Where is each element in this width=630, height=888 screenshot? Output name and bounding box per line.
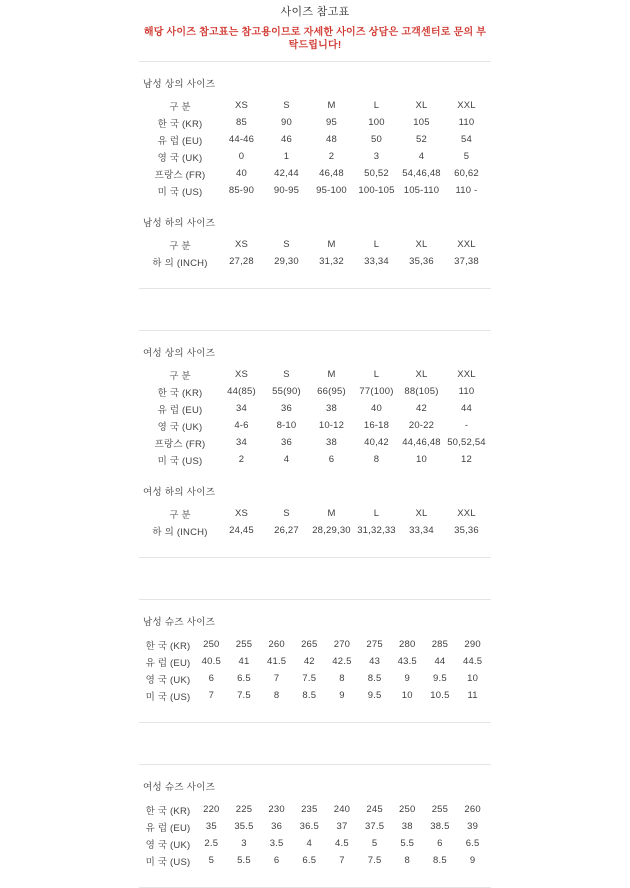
size-value: 9 [339, 690, 345, 701]
size-value: 40 [236, 168, 247, 179]
column-header: XL [415, 100, 428, 111]
section-title: 남성 상의 사이즈 [143, 79, 216, 90]
size-value: 88(105) [404, 386, 439, 397]
size-value: 44(85) [227, 386, 256, 397]
size-value: 250 [399, 804, 416, 815]
table-row [141, 417, 489, 434]
row-label: 한 국 (KR) [157, 387, 203, 399]
column-header-label: 구 분 [169, 509, 191, 521]
size-value: 38.5 [430, 821, 450, 832]
size-value: 60,62 [454, 168, 479, 179]
size-value: 260 [464, 804, 481, 815]
size-value: 8.5 [367, 673, 382, 684]
size-value: 29,30 [274, 256, 299, 267]
size-chart-page [139, 0, 491, 888]
table-row [141, 687, 489, 704]
size-value: 9.5 [433, 673, 447, 684]
size-value: 6.5 [302, 855, 317, 866]
size-value: 26,27 [274, 525, 299, 536]
page-header [139, 0, 491, 61]
warning-text: 해당 사이즈 참고표는 참고용이므로 자세한 사이즈 상담은 고객센터로 문의 부탁드립니다! [143, 27, 487, 51]
section-title: 여성 상의 사이즈 [143, 348, 216, 359]
size-section [141, 347, 489, 468]
size-value: 280 [399, 639, 416, 650]
size-value: 33,34 [364, 256, 389, 267]
size-value: 39 [467, 821, 479, 832]
size-value: 4 [306, 838, 313, 849]
size-value: 8 [404, 855, 410, 866]
size-value: 8.5 [433, 855, 447, 866]
size-value: 55(90) [272, 386, 301, 397]
row-label: 미 국 (US) [145, 691, 191, 703]
size-value: 44 [461, 403, 472, 414]
header-row [141, 97, 489, 114]
size-value: 265 [301, 639, 318, 650]
size-value: 36 [281, 403, 292, 414]
size-value: 27,28 [229, 256, 254, 267]
size-value: 0 [238, 151, 245, 162]
column-header-label: 구 분 [169, 370, 191, 382]
size-value: 8 [373, 454, 380, 465]
table-row [141, 383, 489, 400]
table-row [141, 400, 489, 417]
size-value: 100-105 [358, 185, 395, 196]
header-row [141, 505, 489, 522]
section-group [139, 764, 491, 888]
size-value: 35 [205, 821, 217, 832]
size-value: 110 [458, 386, 475, 397]
row-label: 유 럽 (EU) [157, 135, 203, 147]
size-value: 42.5 [332, 656, 352, 667]
size-value: 10 [467, 673, 479, 684]
size-value: 43 [369, 656, 381, 667]
size-section [141, 217, 489, 270]
column-header: L [373, 100, 380, 111]
row-label: 영 국 (UK) [157, 421, 203, 433]
size-value: 2.5 [204, 838, 219, 849]
size-value: 100 [368, 117, 385, 128]
section-title: 남성 하의 사이즈 [143, 218, 216, 229]
row-label: 한 국 (KR) [145, 805, 191, 817]
size-value: 48 [326, 134, 337, 145]
size-value: 10 [401, 690, 413, 701]
size-value: 20-22 [408, 420, 435, 431]
size-value: 36.5 [299, 821, 319, 832]
size-value: 90 [281, 117, 292, 128]
size-value: 85-90 [228, 185, 255, 196]
column-header: L [373, 369, 380, 380]
size-value: 40.5 [201, 656, 221, 667]
size-value: 2 [238, 454, 245, 465]
size-value: 42 [303, 656, 315, 667]
size-value: 260 [268, 639, 285, 650]
size-value: 240 [333, 804, 351, 815]
column-header: L [373, 508, 380, 519]
size-value: 110 - [455, 185, 478, 196]
size-value: 105-110 [403, 185, 440, 196]
column-header: XXL [457, 508, 476, 519]
row-label: 하 의 (INCH) [152, 526, 208, 538]
size-value: 3 [373, 151, 380, 162]
section-group [139, 599, 491, 723]
column-header: S [283, 508, 290, 519]
section-title: 여성 슈즈 사이즈 [143, 782, 216, 793]
size-value: 4 [418, 151, 425, 162]
size-value: 255 [431, 804, 449, 815]
size-value: 5.5 [237, 855, 251, 866]
size-table [141, 801, 489, 869]
size-value: 1 [283, 151, 290, 162]
row-label: 영 국 (UK) [157, 152, 203, 164]
size-value: 52 [416, 134, 427, 145]
size-value: 4.5 [335, 838, 349, 849]
size-value: 7 [208, 690, 215, 701]
size-value: 10-12 [318, 420, 345, 431]
section-title: 남성 슈즈 사이즈 [143, 617, 216, 628]
column-header: M [327, 239, 336, 250]
size-value: 7 [339, 855, 345, 866]
row-label: 영 국 (UK) [145, 839, 191, 851]
size-value: 54 [461, 134, 472, 145]
column-header-label: 구 분 [169, 240, 191, 252]
size-value: 34 [236, 437, 247, 448]
size-value: 35,36 [409, 256, 434, 267]
size-value: 290 [464, 639, 481, 650]
size-value: 3 [241, 838, 247, 849]
size-value: 41.5 [266, 656, 287, 667]
header-row [141, 236, 489, 253]
size-value: 37,38 [454, 256, 479, 267]
size-value: 95-100 [316, 185, 347, 196]
table-row [141, 434, 489, 451]
size-value: 40,42 [364, 437, 389, 448]
size-value: 31,32 [319, 256, 344, 267]
section-group [139, 61, 491, 289]
row-label: 한 국 (KR) [157, 118, 203, 130]
size-value: 3.5 [269, 838, 284, 849]
column-header: XXL [457, 239, 476, 250]
column-header: XS [234, 508, 249, 519]
size-value: 6 [328, 454, 335, 465]
size-value: 50,52,54 [447, 437, 486, 448]
size-value: 16-18 [363, 420, 390, 431]
size-value: 4 [283, 454, 290, 465]
size-value: 6.5 [465, 838, 480, 849]
size-value: 41 [238, 656, 250, 667]
size-section [141, 486, 489, 539]
size-value: 24,45 [229, 525, 254, 536]
size-section [141, 78, 489, 199]
size-value: 6 [273, 855, 280, 866]
size-value: 44.5 [462, 656, 483, 667]
size-value: 36 [271, 821, 283, 832]
row-label: 미 국 (US) [157, 455, 203, 467]
column-header: M [327, 100, 336, 111]
table-row [141, 818, 489, 835]
size-value: 35.5 [234, 821, 254, 832]
table-row [141, 182, 489, 199]
size-value: 250 [203, 639, 220, 650]
section-title: 여성 하의 사이즈 [143, 487, 216, 498]
column-header: XS [234, 369, 249, 380]
size-value: 4-6 [234, 420, 249, 431]
size-value: 255 [235, 639, 253, 650]
size-value: 43.5 [397, 656, 417, 667]
size-value: 85 [236, 117, 247, 128]
size-value: 275 [366, 639, 383, 650]
size-value: 6 [208, 673, 215, 684]
row-label: 미 국 (US) [145, 856, 191, 868]
size-value: 2 [328, 151, 335, 162]
column-header: XS [234, 100, 249, 111]
size-value: 7.5 [237, 690, 251, 701]
table-row [141, 114, 489, 131]
size-value: 105 [413, 117, 430, 128]
size-value: 8 [273, 690, 280, 701]
row-label: 미 국 (US) [157, 186, 203, 198]
size-value: 5 [208, 855, 215, 866]
size-value: 230 [268, 804, 285, 815]
size-value: 8-10 [276, 420, 297, 431]
size-value: 36 [281, 437, 292, 448]
size-value: 270 [333, 639, 351, 650]
size-value: 7 [273, 673, 280, 684]
table-row [141, 148, 489, 165]
size-value: - [464, 420, 469, 431]
table-row [141, 835, 489, 852]
size-value: 6 [437, 838, 443, 849]
size-value: 50,52 [364, 168, 389, 179]
column-header: M [327, 369, 336, 380]
size-value: 50 [371, 134, 382, 145]
size-value: 225 [235, 804, 253, 815]
column-header: XL [415, 508, 428, 519]
column-header: L [373, 239, 380, 250]
size-value: 8 [339, 673, 345, 684]
size-table [141, 97, 489, 199]
column-header: M [327, 508, 336, 519]
row-label: 프랑스 (FR) [154, 169, 206, 181]
column-header: XXL [457, 369, 476, 380]
size-value: 38 [326, 437, 337, 448]
size-value: 5.5 [400, 838, 415, 849]
table-row [141, 653, 489, 670]
size-section [141, 781, 489, 869]
size-table [141, 236, 489, 270]
table-row [141, 131, 489, 148]
size-value: 31,32,33 [357, 525, 396, 536]
table-row [141, 636, 489, 653]
column-header: S [283, 369, 290, 380]
table-row [141, 852, 489, 869]
column-header: XL [415, 369, 428, 380]
header-row [141, 366, 489, 383]
column-header: S [283, 100, 290, 111]
size-value: 12 [461, 454, 472, 465]
size-table [141, 636, 489, 704]
row-label: 유 럽 (EU) [145, 822, 191, 834]
size-value: 5 [371, 838, 378, 849]
column-header: S [283, 239, 290, 250]
size-table [141, 505, 489, 539]
size-value: 44,46,48 [402, 437, 441, 448]
size-table [141, 366, 489, 468]
size-value: 10.5 [430, 690, 450, 701]
size-value: 66(95) [317, 386, 346, 397]
size-value: 28,29,30 [312, 525, 351, 536]
size-value: 285 [431, 639, 449, 650]
row-label: 유 럽 (EU) [157, 404, 203, 416]
size-value: 44-46 [228, 134, 255, 145]
table-row [141, 670, 489, 687]
row-label: 한 국 (KR) [145, 640, 191, 652]
size-value: 7.5 [302, 673, 317, 684]
table-row [141, 253, 489, 270]
size-value: 9.5 [367, 690, 382, 701]
size-value: 37.5 [364, 821, 385, 832]
size-value: 220 [203, 804, 220, 815]
size-value: 42,44 [274, 168, 299, 179]
size-value: 7.5 [367, 855, 382, 866]
size-value: 33,34 [409, 525, 434, 536]
size-value: 9 [404, 673, 410, 684]
size-value: 8.5 [302, 690, 317, 701]
column-header: XL [415, 239, 428, 250]
size-section [141, 616, 489, 704]
column-header: XXL [457, 100, 476, 111]
row-label: 프랑스 (FR) [154, 438, 206, 450]
size-value: 40 [371, 403, 382, 414]
size-value: 90-95 [273, 185, 300, 196]
size-value: 38 [326, 403, 337, 414]
size-value: 245 [366, 804, 383, 815]
section-groups [139, 61, 491, 888]
size-value: 10 [416, 454, 427, 465]
size-value: 35,36 [454, 525, 479, 536]
row-label: 유 럽 (EU) [145, 657, 191, 669]
column-header-label: 구 분 [169, 101, 191, 113]
size-value: 44 [434, 656, 446, 667]
size-value: 5 [463, 151, 470, 162]
table-row [141, 522, 489, 539]
size-value: 95 [326, 117, 337, 128]
column-header: XS [234, 239, 249, 250]
size-value: 34 [236, 403, 247, 414]
table-row [141, 451, 489, 468]
row-label: 영 국 (UK) [145, 674, 191, 686]
size-value: 37 [336, 821, 348, 832]
size-value: 235 [301, 804, 318, 815]
section-group [139, 330, 491, 558]
size-value: 46,48 [319, 168, 344, 179]
size-value: 77(100) [359, 386, 394, 397]
size-value: 42 [416, 403, 427, 414]
size-value: 9 [469, 855, 476, 866]
row-label: 하 의 (INCH) [152, 257, 208, 269]
size-value: 46 [281, 134, 292, 145]
size-value: 38 [401, 821, 413, 832]
size-value: 54,46,48 [402, 168, 441, 179]
size-value: 6.5 [237, 673, 251, 684]
size-value: 110 [458, 117, 475, 128]
table-row [141, 801, 489, 818]
size-value: 11 [467, 690, 478, 701]
page-title: 사이즈 참고표 [280, 6, 350, 18]
table-row [141, 165, 489, 182]
